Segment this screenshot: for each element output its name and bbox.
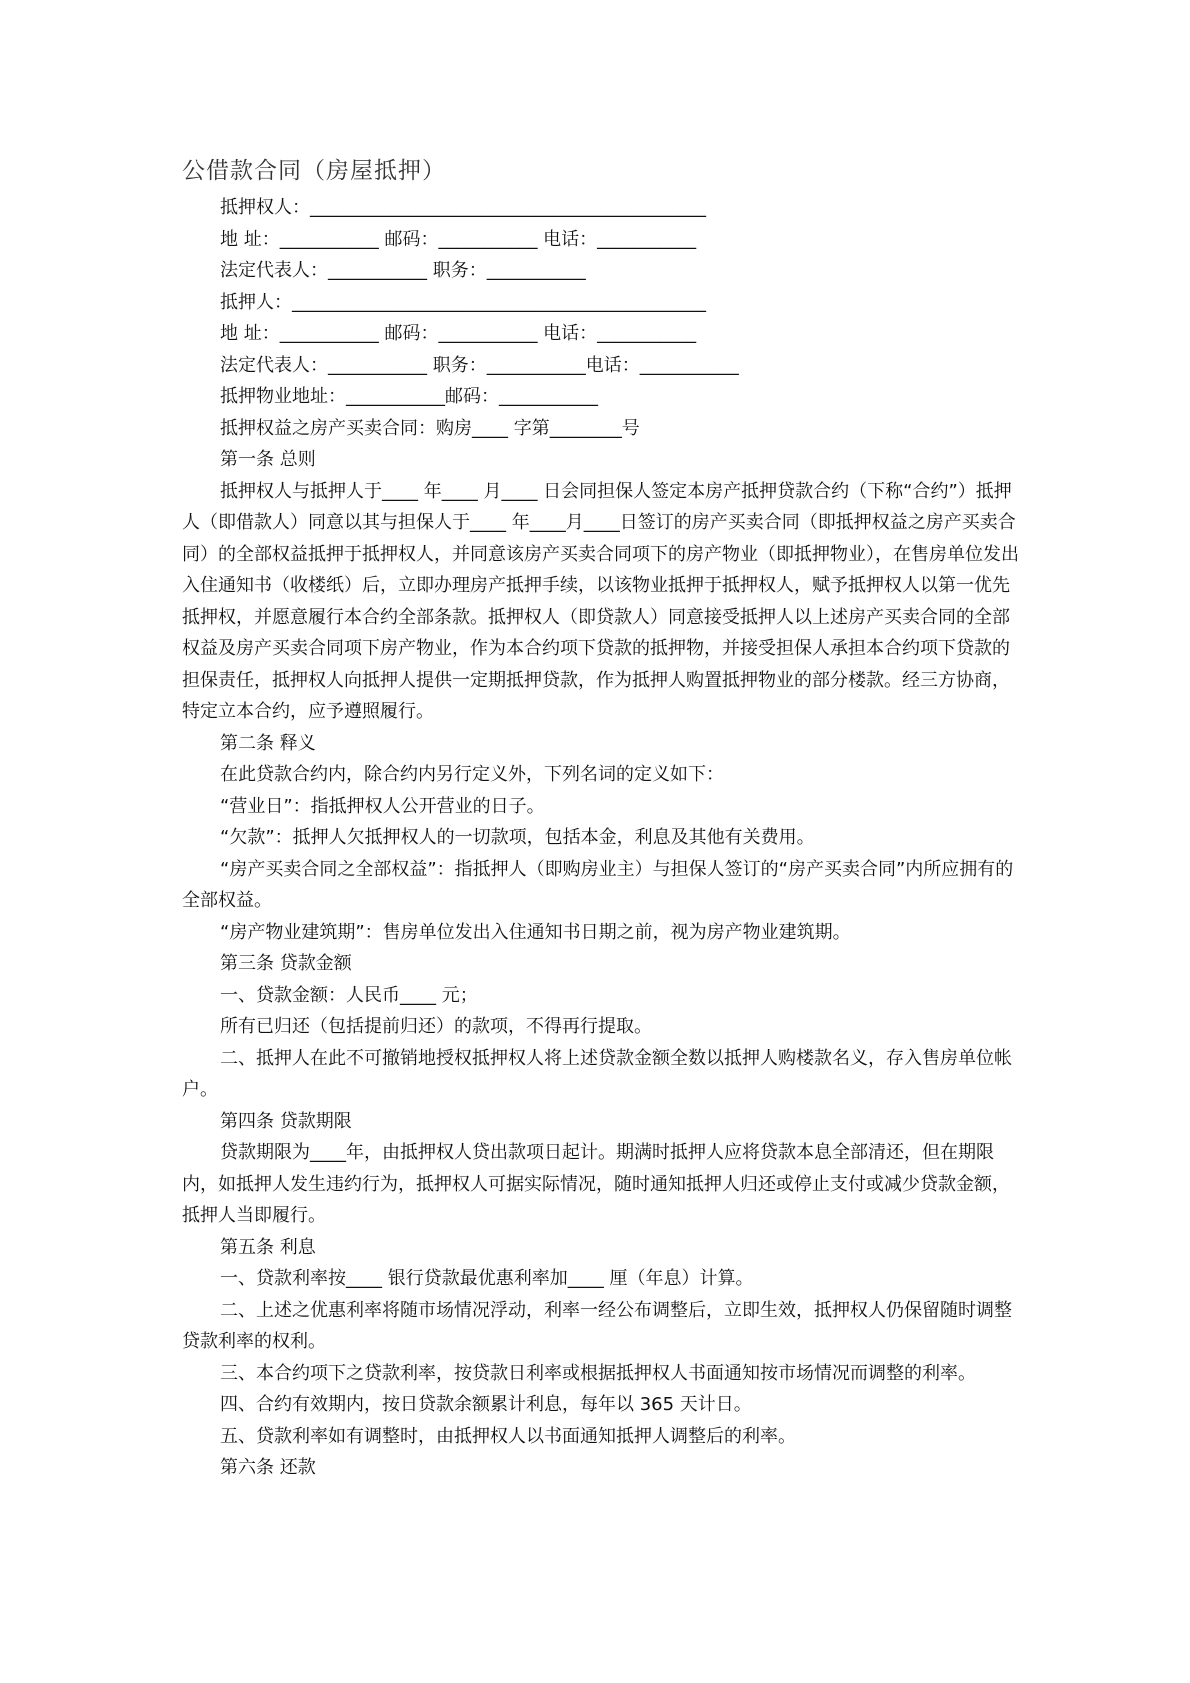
- article-5-item-1: 一、贷款利率按____ 银行贷款最优惠利率加____ 厘（年息）计算。: [220, 1268, 754, 1289]
- article-3-item-2: 二、抵押人在此不可撤销地授权抵押权人将上述贷款金额全数以抵押人购楼款名义，存入售房单位帐户。: [182, 1047, 1012, 1100]
- field-mortgagor-address: 地 址：___________ 邮码：___________ 电话：___________: [220, 323, 697, 344]
- article-3-heading: 第三条 贷款金额: [220, 953, 352, 974]
- article-1-heading: 第一条 总则: [220, 449, 316, 470]
- definition-business-day: “营业日”：指抵押权人公开营业的日子。: [220, 795, 545, 817]
- article-5-item-4: 四、合约有效期内，按日贷款余额累计利息，每年以 365 天计日。: [220, 1394, 752, 1415]
- field-mortgagor: 抵押人：______________________________________________: [220, 291, 706, 313]
- field-mortgagee-address: 地 址：___________ 邮码：___________ 电话：___________: [220, 228, 697, 250]
- article-4-heading: 第四条 贷款期限: [220, 1110, 352, 1132]
- article-5-item-3: 三、本合约项下之贷款利率，按贷款日利率或根据抵押权人书面通知按市场情况而调整的利率。: [220, 1362, 976, 1384]
- field-mortgagee: 抵押权人：____________________________________________: [220, 197, 706, 218]
- field-mortgagee-representative: 法定代表人：___________ 职务：___________: [220, 260, 586, 281]
- article-5-item-5: 五、贷款利率如有调整时，由抵押权人以书面通知抵押人调整后的利率。: [220, 1425, 796, 1447]
- article-5-heading: 第五条 利息: [220, 1236, 316, 1258]
- article-2-intro: 在此贷款合约内，除合约内另行定义外，下列名词的定义如下：: [220, 764, 724, 785]
- article-6-heading: 第六条 还款: [220, 1457, 316, 1478]
- definition-debt: “欠款”：抵押人欠抵押权人的一切款项，包括本金，利息及其他有关费用。: [220, 827, 815, 848]
- document-page: [182, 152, 1027, 1484]
- article-1-paragraph: 抵押权人与抵押人于____ 年____ 月____ 日会同担保人签定本房产抵押贷款合约（下称“合约”）抵押人（即借款人）同意以其与担保人于____ 年____月____日签订的房产买卖合同（即抵押权益之房产买卖合同）的全部权益抵押于抵押权人，并同意该房产买卖合同项下的房产物业（即抵押物业），在售房单位发出入住通知书（收楼纸）后，立即办理房产抵押手续，以该物业抵押于抵押权人，赋予抵押权人以第一优先抵押权，并愿意履行本合约全部条款。抵押权人（即贷款人）同意接受抵押人以上述房产买卖合同的全部权益及房产买卖合同项下房产物业，作为本合约项下贷款的抵押物，并接受担保人承担本合约项下贷款的担保责任，抵押权人向抵押人提供一定期抵押贷款，作为抵押人购置抵押物业的部分楼款。经三方协商，特定立本合约，应予遵照履行。: [182, 480, 1019, 722]
- field-purchase-contract: 抵押权益之房产买卖合同：购房____ 字第________号: [220, 417, 640, 439]
- article-5-item-2: 二、上述之优惠利率将随市场情况浮动，利率一经公布调整后，立即生效，抵押权人仍保留随时调整贷款利率的权利。: [182, 1299, 1012, 1352]
- definition-construction-period: “房产物业建筑期”：售房单位发出入住通知书日期之前，视为房产物业建筑期。: [220, 921, 851, 943]
- article-4-paragraph: 贷款期限为____年，由抵押权人贷出款项日起计。期满时抵押人应将贷款本息全部清还，但在期限内，如抵押人发生违约行为，抵押权人可据实际情况，随时通知抵押人归还或停止支付或减少贷款金额，抵押人当即履行。: [182, 1142, 1010, 1226]
- definition-contract-rights: “房产买卖合同之全部权益”：指抵押人（即购房业主）与担保人签订的“房产买卖合同”内所应拥有的全部权益。: [182, 858, 1014, 911]
- field-property-address: 抵押物业地址：___________邮码：___________: [220, 386, 598, 407]
- article-3-item-1: 一、贷款金额：人民币____ 元；: [220, 984, 478, 1006]
- document-title: 公借款合同（房屋抵押）: [182, 158, 446, 184]
- field-mortgagor-representative: 法定代表人：___________ 职务：___________电话：___________: [220, 354, 739, 376]
- article-3-note: 所有已归还（包括提前归还）的款项，不得再行提取。: [220, 1016, 652, 1037]
- article-2-heading: 第二条 释义: [220, 732, 316, 754]
